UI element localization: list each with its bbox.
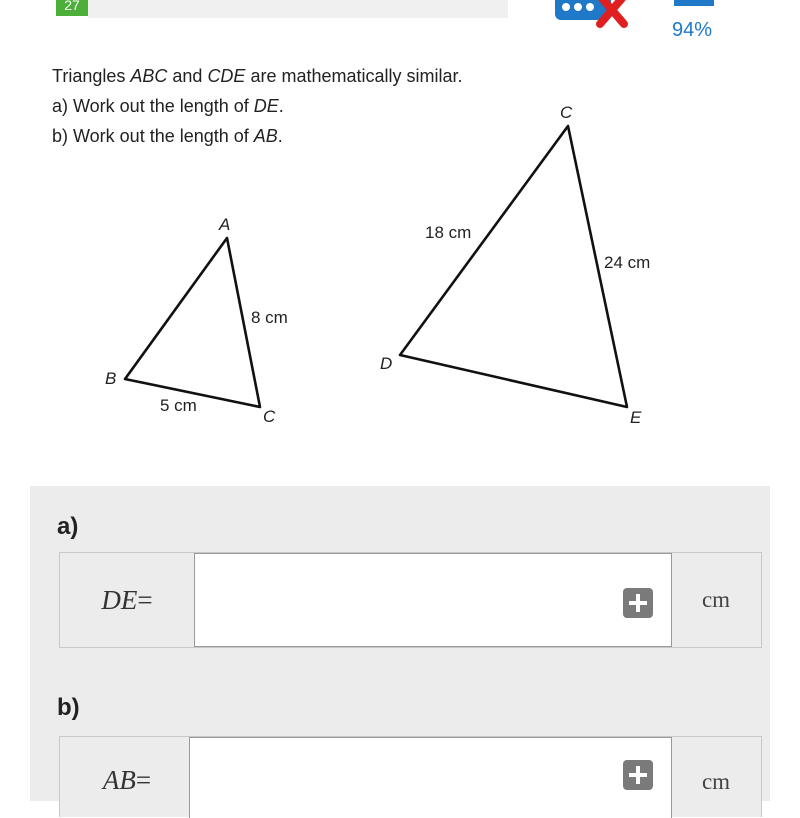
part-b-label: b) [57, 694, 80, 721]
accuracy-icon [674, 0, 714, 6]
plus-icon[interactable] [623, 588, 653, 618]
answer-part-b [30, 668, 770, 801]
triangle-diagram [0, 96, 800, 436]
triangle-cde-shape [400, 126, 627, 407]
unit-cm-label: cm [701, 769, 731, 794]
side-ac-label: 8 cm [251, 308, 288, 327]
variable-de-label: DE = [101, 584, 153, 615]
triangle-abc-shape [125, 238, 260, 407]
triangle-abc [105, 215, 288, 426]
top-bar [0, 0, 800, 44]
side-cd-label: 18 cm [425, 223, 472, 242]
answer-row-de [59, 552, 762, 648]
wrong-answers-icon[interactable] [552, 0, 638, 32]
vertex-d-label: D [380, 354, 393, 373]
plus-icon[interactable] [623, 760, 653, 790]
answer-input-de[interactable] [194, 553, 672, 647]
vertex-c-small-label: C [263, 407, 276, 426]
answer-area [30, 486, 770, 801]
question-line-1: Triangles ABC and CDE are mathematically similar. [52, 66, 463, 86]
unit-cm-label: cm [701, 587, 731, 612]
question-line-3: b) Work out the length of AB. [52, 126, 283, 146]
side-ce-label: 24 cm [604, 253, 651, 272]
triangle-cde [380, 103, 650, 427]
accuracy-percentage: 94% [671, 19, 713, 41]
vertex-e-label: E [630, 408, 642, 427]
vertex-a-label: A [219, 215, 231, 234]
question-number-badge: 27 [56, 0, 88, 16]
progress-track [88, 0, 508, 18]
variable-ab-label: AB = [102, 765, 152, 795]
answer-input-ab[interactable] [189, 737, 672, 818]
vertex-c-large-label: C [560, 103, 573, 122]
answer-part-a [30, 486, 770, 664]
side-bc-label: 5 cm [160, 396, 197, 415]
vertex-b-label: B [105, 369, 117, 388]
question-line-2: a) Work out the length of DE. [52, 96, 284, 116]
answer-row-ab [59, 736, 762, 817]
part-a-label: a) [57, 513, 79, 540]
